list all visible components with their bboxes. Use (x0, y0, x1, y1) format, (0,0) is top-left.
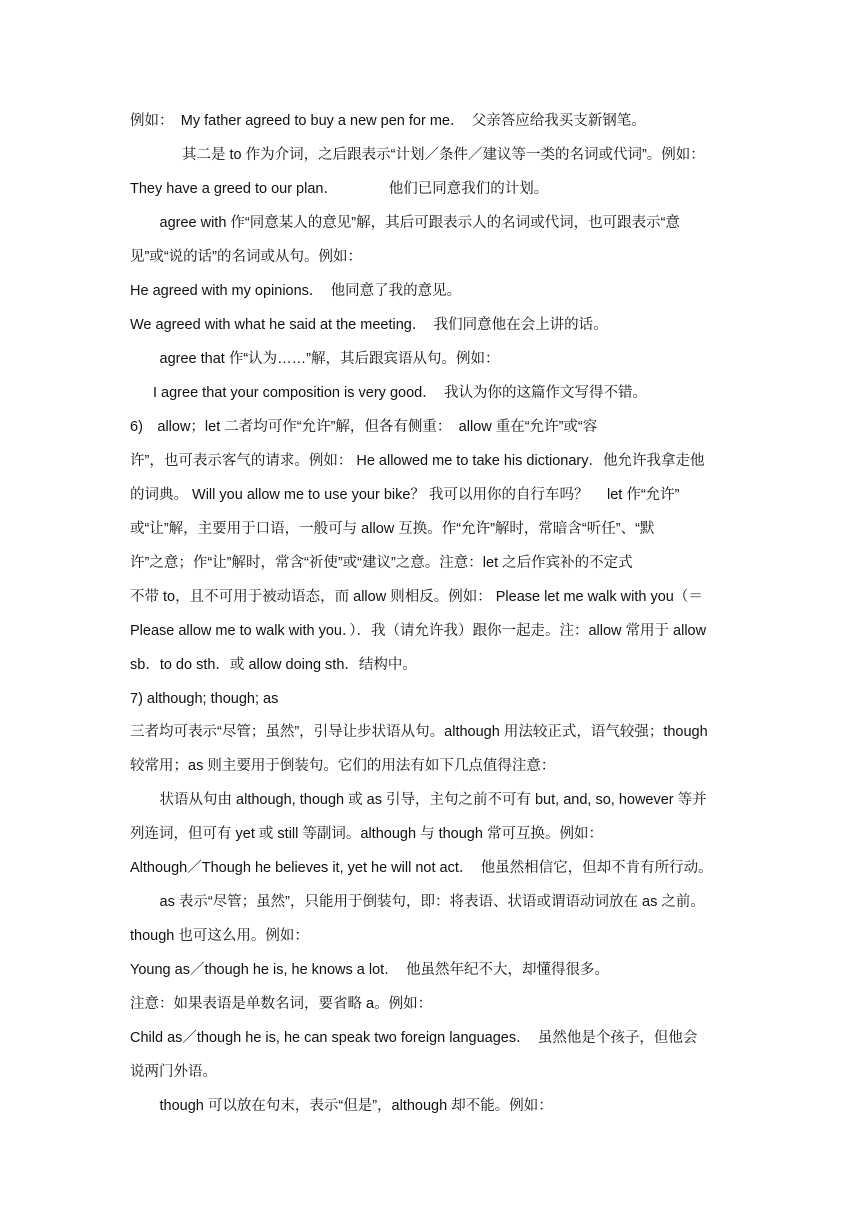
text-line: They have a greed to our plan． 他们已同意我们的计划。 (130, 181, 549, 197)
text-line: 见”或“说的话”的名词或从句。例如： (130, 249, 362, 265)
text-line: agree that 作“认为……”解，其后跟宾语从句。例如： (145, 351, 500, 367)
text-line: 6) allow；let 二者均可作“允许”解，但各有侧重： allow 重在“允许”或“容 (130, 419, 598, 435)
section-heading: 7) although; though; as (130, 691, 279, 707)
text-line: 较常用；as 则主要用于倒装句。它们的用法有如下几点值得注意： (130, 758, 556, 774)
text-line: Child as／though he is, he can speak two foreign languages． 虽然他是个孩子，但他会 (130, 1030, 698, 1046)
text-line: 列连词，但可有 yet 或 still 等副词。although 与 though 常可互换。例如： (130, 826, 603, 842)
text-line: 的词典。 Will you allow me to use your bike？ 我可以用你的自行车吗？ let 作“允许” (130, 487, 680, 503)
text-line: 其二是 to 作为介词，之后跟表示“计划／条件／建议等一类的名词或代词”。例如： (153, 147, 705, 163)
text-line: Please allow me to walk with you．）．我（请允许我）跟你一起走。注：allow 常用于 allow (130, 623, 707, 639)
text-line: as 表示“尽管；虽然”，只能用于倒装句，即：将表语、状语或谓语动词放在 as 之前。 (145, 894, 705, 910)
text-line: 许”，也可表示客气的请求。例如： He allowed me to take his dictionary．他允许我拿走他 (130, 453, 705, 469)
text-line: though 也可这么用。例如： (130, 928, 309, 944)
text-line: We agreed with what he said at the meeting． 我们同意他在会上讲的话。 (130, 317, 608, 333)
text-line: 许”之意；作“让”解时，常含“祈使”或“建议”之意。注意：let 之后作宾补的不定式 (130, 555, 633, 571)
text-line: 例如： My father agreed to buy a new pen for me． 父亲答应给我买支新钢笔。 (130, 113, 646, 129)
text-line: 三者均可表示“尽管；虽然”，引导让步状语从句。although 用法较正式，语气较强；though (130, 724, 708, 740)
text-line: He agreed with my opinions． 他同意了我的意见。 (130, 283, 462, 299)
text-line: 注意：如果表语是单数名词，要省略 a。例如： (130, 996, 433, 1012)
text-line: sb．to do sth．或 allow doing sth．结构中。 (130, 657, 417, 673)
text-line: I agree that your composition is very good． 我认为你的这篇作文写得不错。 (153, 385, 647, 401)
text-line: 或“让”解，主要用于口语，一般可与 allow 互换。作“允许”解时，常暗含“听任”、“默 (130, 521, 655, 537)
text-line: though 可以放在句末，表示“但是”，although 却不能。例如： (145, 1098, 553, 1114)
text-line: agree with 作“同意某人的意见”解，其后可跟表示人的名词或代词，也可跟表示“意 (145, 215, 680, 231)
text-line: 状语从句由 although, though 或 as 引导，主句之前不可有 but, and, so, however 等并 (145, 792, 707, 808)
text-line: 不带 to，且不可用于被动语态，而 allow 则相反。例如： Please let me walk with you（＝ (130, 589, 703, 605)
text-line: Young as／though he is, he knows a lot． 他虽然年纪不大，却懂得很多。 (130, 962, 609, 978)
text-line: Although／Though he believes it, yet he will not act． 他虽然相信它，但却不肯有所行动。 (130, 860, 713, 876)
text-line: 说两门外语。 (130, 1064, 217, 1080)
